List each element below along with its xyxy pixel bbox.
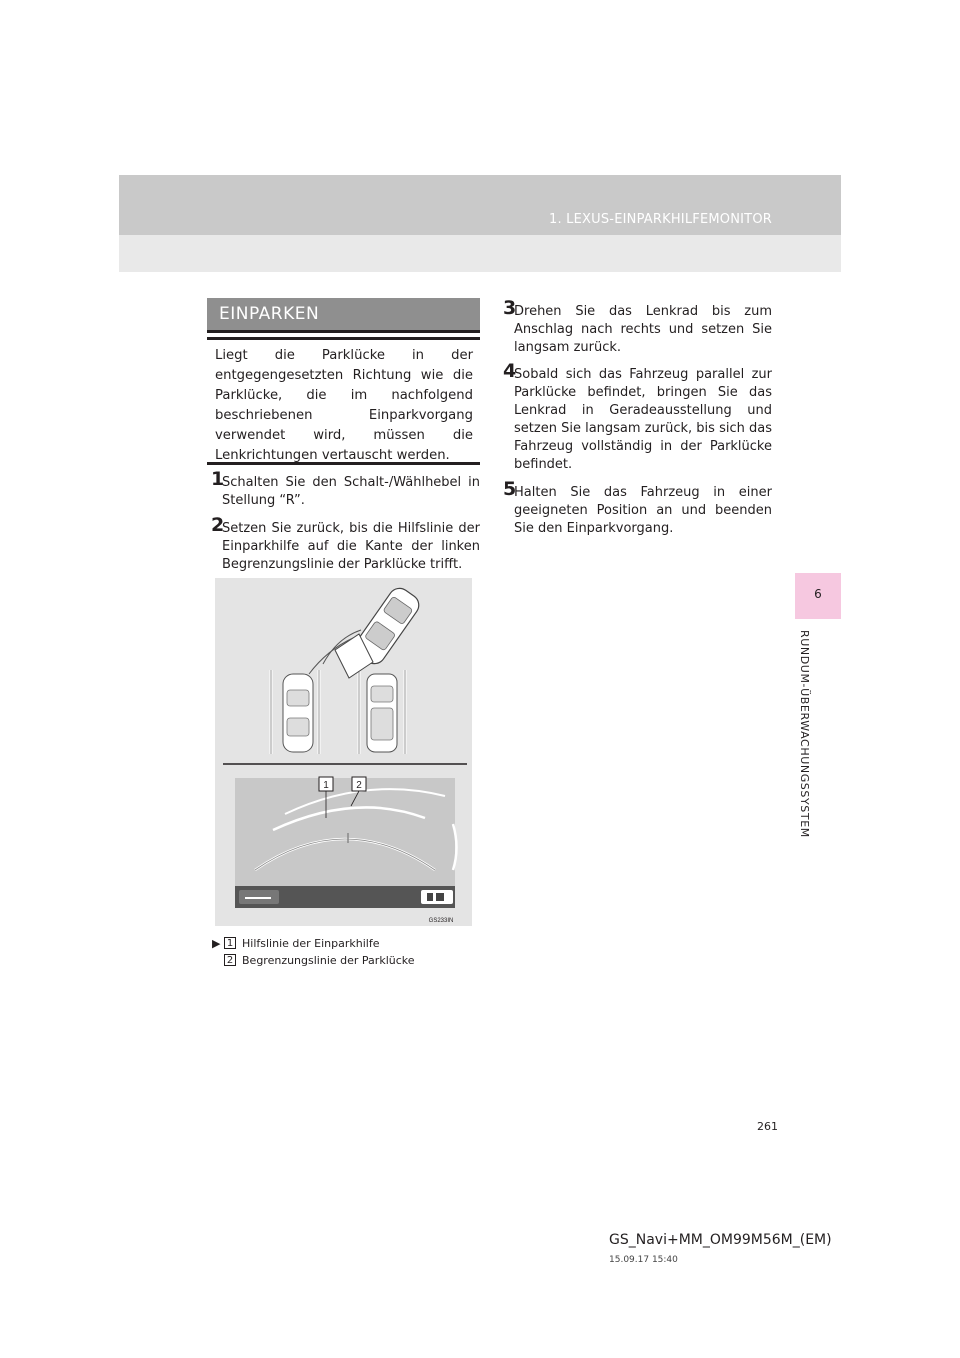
info-box <box>207 337 480 465</box>
callout-1: 1 <box>323 780 329 791</box>
legend-num: 2 <box>224 954 236 966</box>
chapter-tab <box>795 573 841 619</box>
box-title: EINPARKEN <box>219 304 320 324</box>
step-5 <box>503 478 772 538</box>
box-title-bar <box>207 298 480 333</box>
step-number: 4 <box>503 360 517 382</box>
parked-car-left <box>283 674 313 752</box>
triangle-right-icon: ▶ <box>212 937 221 950</box>
parked-car-right <box>367 674 397 752</box>
section-title: 1. LEXUS-EINPARKHILFEMONITOR <box>549 212 772 227</box>
step-text: Schalten Sie den Schalt-/Wählhebel in Stellung “R”. <box>222 475 480 508</box>
step-text: Setzen Sie zurück, bis die Hilfslinie der Einparkhilfe auf die Kante der linken Begrenzungslinie der Parklücke trifft. <box>222 521 480 572</box>
legend-label: Begrenzungslinie der Parklücke <box>242 954 415 967</box>
step-number: 3 <box>503 297 517 319</box>
page-number: 261 <box>757 1120 778 1133</box>
figure-code: GS233IN <box>428 918 454 924</box>
step-text: Drehen Sie das Lenkrad bis zum Anschlag nach rechts und setzen Sie langsam zurück. <box>514 304 772 355</box>
step-1 <box>211 468 480 510</box>
parking-diagram <box>215 578 472 926</box>
parking-illustration <box>215 578 472 926</box>
chapter-title: RUNDUM-ÜBERWACHUNGSSYSTEM <box>798 630 811 838</box>
callout-2: 2 <box>356 780 362 791</box>
step-number: 2 <box>211 514 225 536</box>
step-text: Sobald sich das Fahrzeug parallel zur Parklücke befindet, bringen Sie das Lenkrad in Geradeausstellung und setzen Sie langsam zurück, bis sich das Fahrzeug vollständig in der Parklücke befindet. <box>514 367 772 472</box>
legend-label: Hilfslinie der Einparkhilfe <box>242 937 380 950</box>
step-3 <box>503 297 772 357</box>
info-text: Liegt die Parklücke in der entgegengesetzten Richtung wie die Parklücke, die im nachfolgend beschriebenen Einparkvorgang verwendet wird, müssen die Lenkrichtungen vertauscht werden. <box>215 348 473 463</box>
document-timestamp: 15.09.17 15:40 <box>609 1255 678 1265</box>
step-text: Halten Sie das Fahrzeug in einer geeigneten Position an und beenden Sie den Einparkvorgang. <box>514 485 772 536</box>
step-2 <box>211 514 480 574</box>
header-subband <box>119 235 841 272</box>
legend-num: 1 <box>224 937 236 949</box>
step-number: 1 <box>211 468 225 490</box>
chapter-number: 6 <box>814 587 822 601</box>
document-id: GS_Navi+MM_OM99M56M_(EM) <box>609 1232 832 1248</box>
step-4 <box>503 360 772 474</box>
step-number: 5 <box>503 478 517 500</box>
